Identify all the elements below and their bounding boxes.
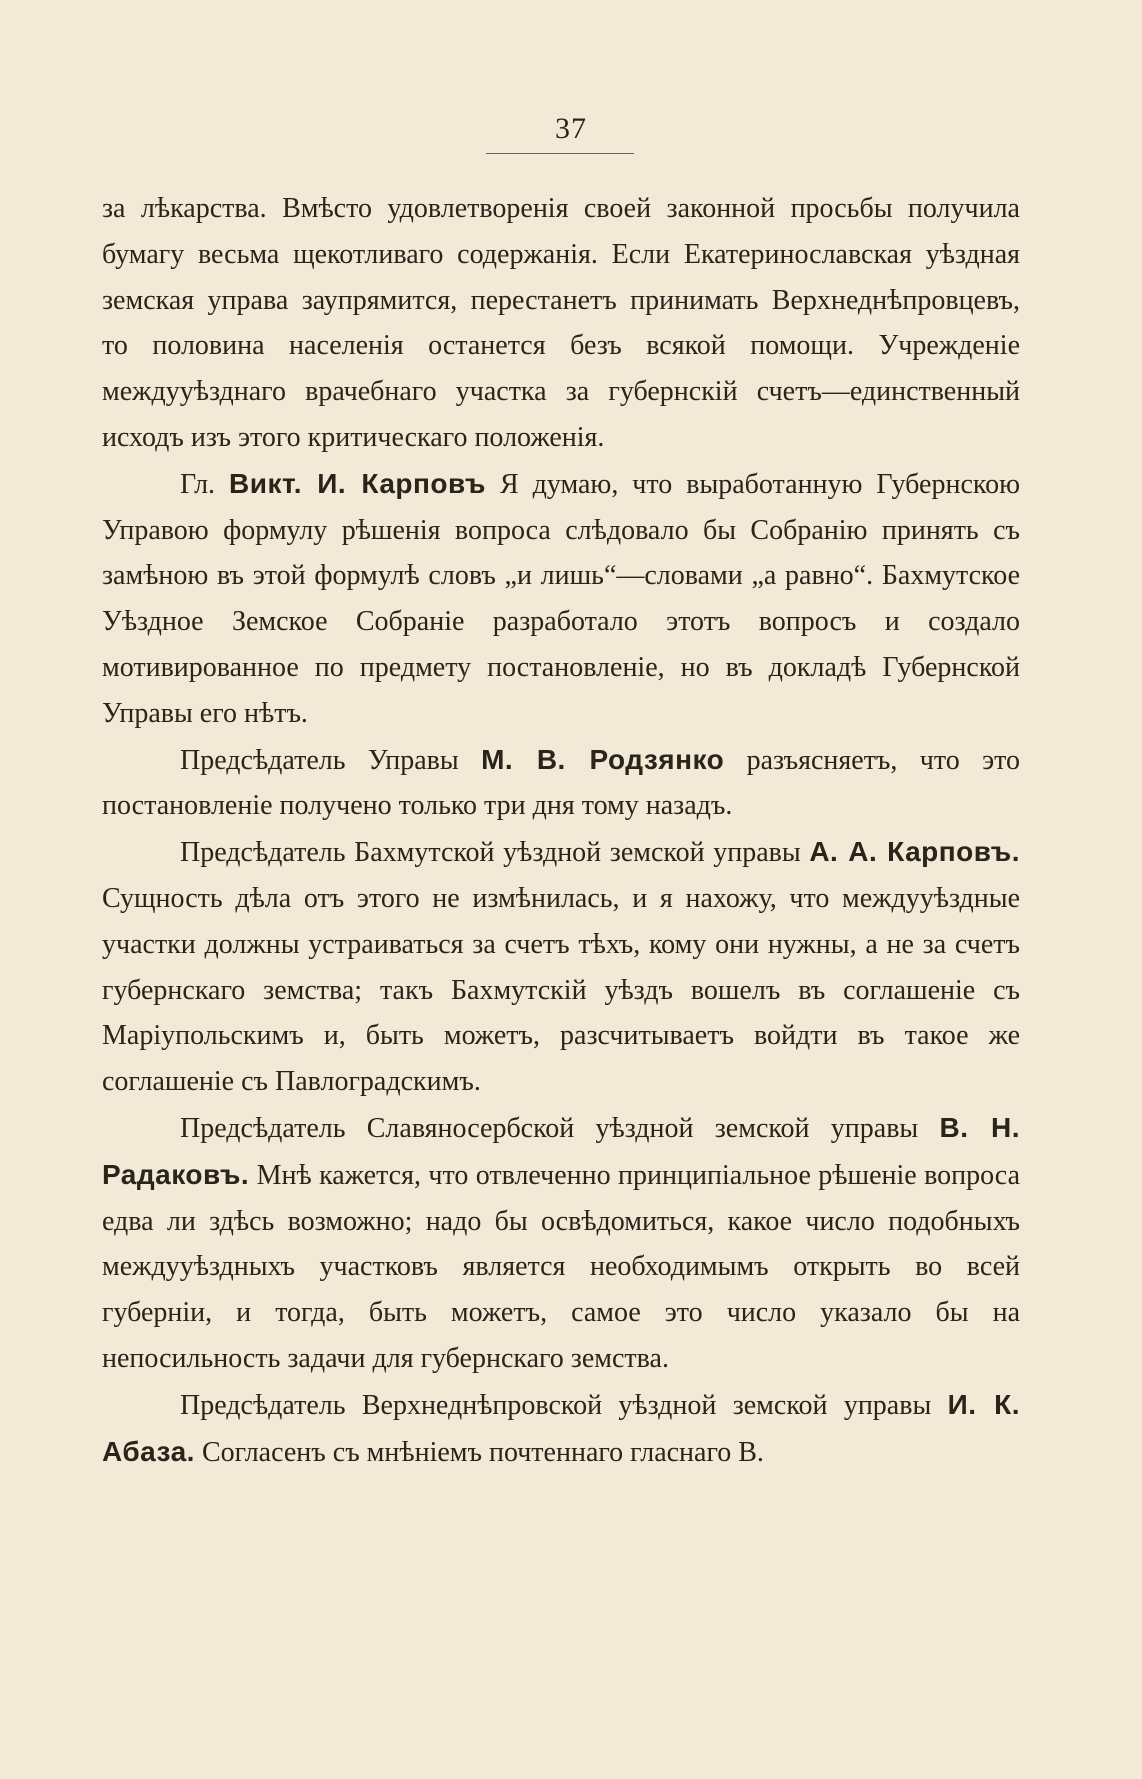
paragraph-3 xyxy=(102,737,1020,830)
paragraph-2 xyxy=(102,461,1020,737)
paragraph-4 xyxy=(102,829,1020,1105)
speaker-prefix: Предсѣдатель Славяносербской уѣздной земской управы xyxy=(180,1112,919,1144)
body-text xyxy=(102,186,1020,1475)
speaker-name: А. А. Карповъ. xyxy=(809,836,1020,868)
speaker-name: М. В. Родзянко xyxy=(481,743,725,775)
paragraph-text: Сущность дѣла отъ этого не измѣнилась, и я нахожу, что междууѣздные участки должны устраиваться за счетъ тѣхъ, кому они нужны, а не за счетъ губернскаго земства; такъ Бахмутскій уѣздъ вошелъ въ соглашеніе съ Маріупольскимъ и, быть можетъ, разсчитываетъ войдти въ такое же соглашеніе съ Павлоградскимъ. xyxy=(102,882,1020,1098)
paragraph-text: за лѣкарства. Вмѣсто удовлетворенія своей законной просьбы получила бумагу весьма щекотливаго содержанія. Если Екатеринославская уѣздная земская управа заупрямится, перестанетъ принимать Верхнеднѣпровцевъ, то половина населенія останется безъ всякой помощи. Учрежденіе междууѣзднаго врачебнаго участка за губернскій счетъ—единственный исходъ изъ этого критическаго положенія. xyxy=(102,193,1020,453)
page-number: 37 xyxy=(555,112,587,145)
speaker-prefix: Предсѣдатель Верхнеднѣпровской уѣздной земской управы xyxy=(180,1389,932,1421)
paragraph-6 xyxy=(102,1382,1020,1476)
page-number-rule xyxy=(486,153,634,154)
paragraph-text: Я думаю, что выработанную Губернскою Управою формулу рѣшенія вопроса слѣдовало бы Собранію принять съ замѣною въ этой формулѣ словъ „и лишь“—словами „а равно“. Бахмутское Уѣздное Земское Собраніе разработало этотъ вопросъ и создало мотивированное по предмету постановленіе, но въ докладѣ Губернской Управы его нѣтъ. xyxy=(102,468,1020,729)
speaker-name: Викт. И. Карповъ xyxy=(229,467,486,499)
paragraph-text: Согласенъ съ мнѣніемъ почтеннаго гласнаго В. xyxy=(201,1436,764,1468)
speaker-prefix: Предсѣдатель Управы xyxy=(180,744,459,776)
paragraph-text: Мнѣ кажется, что отвлеченно принципіальное рѣшеніе вопроса едва ли здѣсь возможно; надо бы освѣдомиться, какое число подобныхъ междууѣздныхъ участковъ является необходимымъ открыть во всей губерніи, и тогда, быть можетъ, самое это число указало бы на непосильность задачи для губернскаго земства. xyxy=(102,1159,1020,1374)
speaker-prefix: Предсѣдатель Бахмутской уѣздной земской управы xyxy=(180,837,801,869)
speaker-name: В. Н. Радаковъ. xyxy=(102,1111,1021,1190)
speaker-name: И. К. Абаза. xyxy=(102,1388,1021,1467)
paragraph-text: разъясняетъ, что это постановленіе получено только три дня тому назадъ. xyxy=(102,744,1020,822)
paragraph-5 xyxy=(102,1105,1020,1382)
paragraph-1 xyxy=(102,186,1020,461)
speaker-prefix: Гл. xyxy=(180,468,216,500)
